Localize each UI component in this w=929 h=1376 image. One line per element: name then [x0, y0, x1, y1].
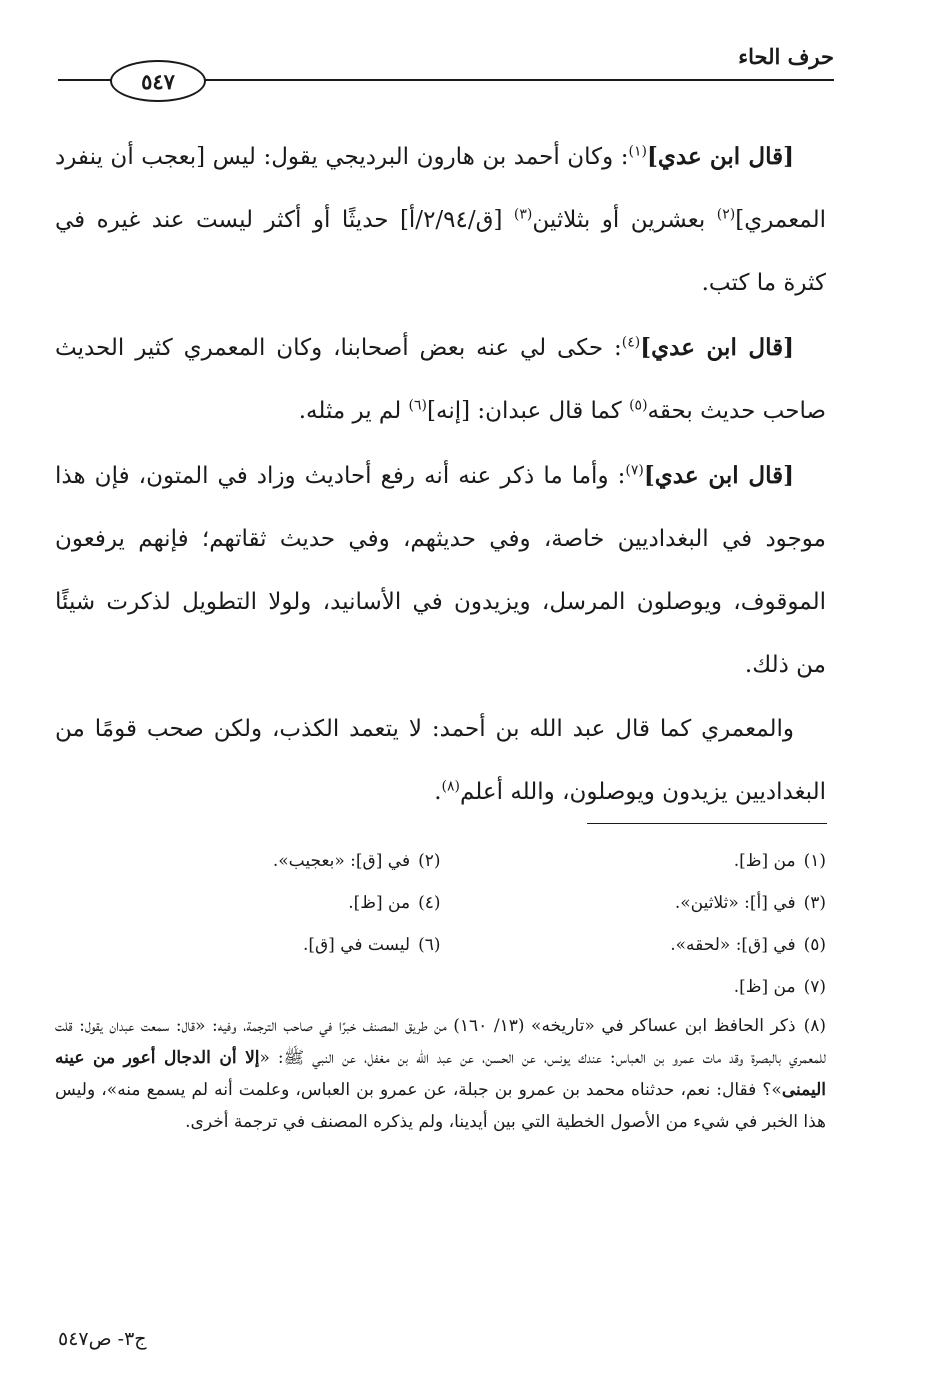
speaker-label: [قال ابن عدي] [640, 334, 795, 361]
footnote-text: »؟ فقال: نعم، حدثناه محمد بن عمرو بن جبلة، عن عمرو بن العباس، وعلمت أنه لم يسمع منه»، وليس هذا الخبر في شيء من الأصول الخطية التي بين أيدينا، ولم يذكره المصنف في ترجمة أخرى. [55, 1080, 826, 1132]
footnote-grid [55, 840, 826, 1008]
footnote-ref-3[interactable]: (٣) [513, 206, 533, 223]
footnote-text: في [ق]: «لحقه». [670, 935, 796, 955]
paragraph-text: : وأما ما ذكر عنه أنه رفع أحاديث وزاد في المتون، فإن هذا موجود في البغداديين خاصة، وفي حديثهم، وفي حديث ثقاتهم؛ فإنهم يرفعون الموقوف، ويوصلون المرسل، ويزيدون في الأسانيد، ولولا التطويل لذكرت شيئًا من ذلك. [55, 463, 826, 678]
paragraph-4 [55, 698, 826, 824]
paragraph-text: كما قال عبدان: [إنه] [427, 398, 630, 424]
footnote-ref-6[interactable]: (٦) [408, 397, 428, 414]
paragraph-text: بعشرين أو بثلاثين [532, 207, 717, 233]
main-text [55, 125, 826, 824]
paragraph-text: . [434, 779, 442, 805]
paragraph-text: : حكى لي عنه بعض أصحابنا، وكان المعمري كثير الحديث صاحب حديث بحقه [55, 335, 826, 424]
footnote-text: ليست في [ق]. [302, 935, 411, 955]
footnote-6 [55, 924, 441, 966]
footnote-8 [55, 1010, 826, 1138]
paragraph-text: : وكان أحمد بن هارون البرديجي يقول: ليس [بعجب أن ينفرد المعمري] [55, 144, 826, 233]
paragraph-text: [ق/٢/٩٤/أ] حديثًا أو أكثر ليست عند غيره في كثرة ما كتب. [55, 207, 826, 296]
paragraph-2 [55, 316, 826, 443]
footnote-5 [441, 924, 827, 966]
footnote-2 [55, 840, 441, 882]
footnote-number: (٧) [803, 977, 826, 997]
page-reference: ج٣- ص٥٤٧ [58, 1328, 147, 1350]
speaker-label: [قال ابن عدي] [646, 143, 795, 170]
footnote-ref-7[interactable]: (٧) [625, 462, 644, 479]
footnote-text: في [ق]: «بعجيب». [272, 851, 411, 871]
page-number-text: ٥٤٧ [141, 68, 175, 94]
footnote-text: في [أ]: «ثلاثين». [674, 893, 796, 913]
paragraph-3 [55, 444, 826, 697]
footnote-text: من [ظ]. [733, 977, 796, 997]
footnote-number: (١) [803, 851, 826, 871]
footnote-text: من [ظ]. [733, 851, 796, 871]
page-number [110, 60, 206, 102]
hadith-quote: إلا أن الدجال أعور من عينه اليمنى [55, 1048, 826, 1100]
footnote-number: (٤) [418, 893, 441, 913]
footnote-1 [441, 840, 827, 882]
footnote-number: (٨) [803, 1016, 826, 1036]
footnote-7 [441, 966, 827, 1008]
footnote-ref-4[interactable]: (٤) [621, 334, 641, 351]
paragraph-1 [55, 125, 826, 315]
footnotes [55, 840, 826, 1138]
footnote-number: (٢) [418, 851, 441, 871]
footnote-text: من [ظ]. [348, 893, 411, 913]
footnote-ref-2[interactable]: (٢) [716, 206, 736, 223]
paragraph-text: والمعمري كما قال عبد الله بن أحمد: لا يتعمد الكذب، ولكن صحب قومًا من البغداديين يزيدون ويوصلون، والله أعلم [55, 716, 826, 805]
footnote-3 [441, 882, 827, 924]
footnote-ref-1[interactable]: (١) [628, 143, 647, 160]
running-head: حرف الحاء [738, 44, 834, 69]
footnote-number: (٦) [418, 935, 441, 955]
footnote-ref-8[interactable]: (٨) [441, 778, 460, 795]
footnote-separator [587, 823, 827, 824]
footnote-4 [55, 882, 441, 924]
footnote-number: (٥) [803, 935, 826, 955]
paragraph-text: لم ير مثله. [298, 398, 409, 424]
footnote-text: ذكر الحافظ ابن عساكر في «تاريخه» (١٣/ ١٦٠) من طريق المصنف خبرًا في صاحب الترجمة، وفيه: «قال: سمعت عبدان يقول: قلت للمعمري بالبصرة وقد مات عمرو بن العباس: عندك يونس، عن الحسن، عن عبد الله بن مغفل، عن النبي ﷺ: « [55, 1016, 826, 1068]
footnote-number: (٣) [803, 893, 826, 913]
footnote-ref-5[interactable]: (٥) [629, 397, 648, 414]
speaker-label: [قال ابن عدي] [643, 462, 794, 489]
